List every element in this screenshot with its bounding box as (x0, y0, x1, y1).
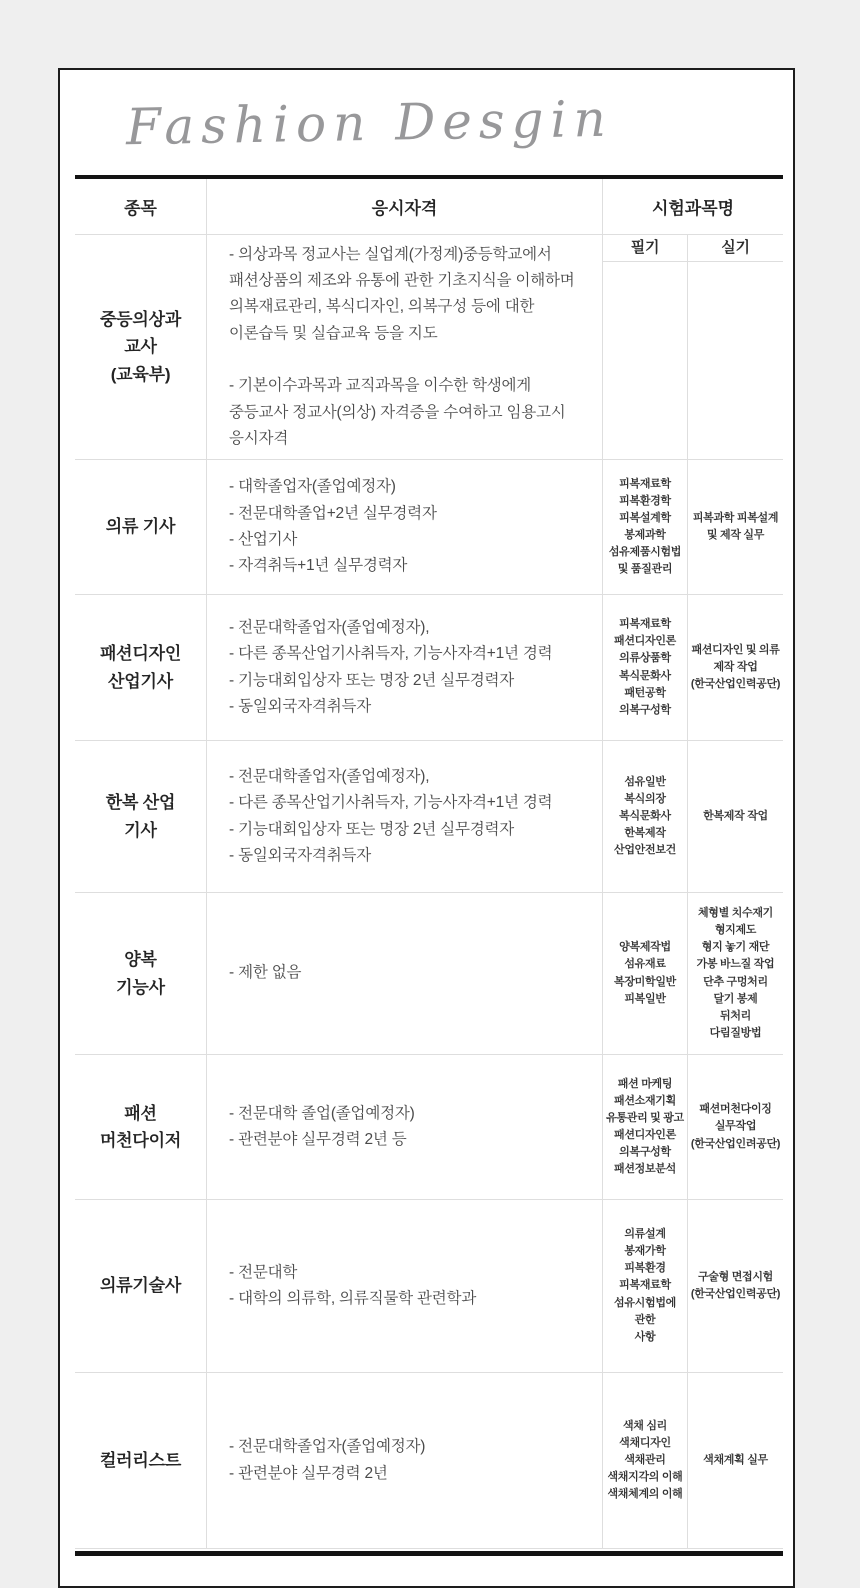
qualification-cell: - 대학졸업자(졸업예정자) - 전문대학졸업+2년 실무경력자 - 산업기사 - 자격취득+1년 실무경력자 (207, 460, 603, 595)
qualification-table (75, 175, 783, 1556)
practical-subjects-cell: 한복제작 작업 (688, 741, 783, 893)
written-subjects-text (603, 262, 687, 459)
qualification-cell: - 제한 없음 (207, 893, 603, 1055)
written-subjects-cell: 양복제작법 섬유재료 복장미학일반 피복일반 (603, 893, 688, 1055)
category-cell: 양복 기능사 (75, 893, 207, 1055)
practical-subjects-cell: 패션디자인 및 의류 제작 작업 (한국산업인력공단) (688, 595, 783, 741)
practical-subjects-cell: 체형별 치수재기 형지제도 형지 놓기 재단 가봉 바느질 작업 단추 구멍처리 달기 봉제 뒤처리 다림질방법 (688, 893, 783, 1055)
qualification-cell: - 의상과목 정교사는 실업계(가정계)중등학교에서 패션상품의 제조와 유통에 관한 기초지식을 이해하며 의복재료관리, 복식디자인, 의복구성 등에 대한 이론습득 및 실습교육 등을 지도 - 기본이수과목과 교직과목을 이수한 학생에게 중등교사 정교사(의상) 자격증을 수여하고 임용고시 응시자격 (207, 235, 603, 460)
practical-subheader: 실기 (688, 235, 783, 262)
category-cell: 중등의상과 교사 (교육부) (75, 235, 207, 460)
qualification-cell: - 전문대학 졸업(졸업예정자) - 관련분야 실무경력 2년 등 (207, 1055, 603, 1200)
written-subjects-cell: 색채 심리 색채디자인 색채관리 색채지각의 이해 색채체계의 이해 (603, 1373, 688, 1549)
practical-subjects-cell: 색채계획 실무 (688, 1373, 783, 1549)
practical-subjects-cell: 피복과학 피복설계 및 제작 실무 (688, 460, 783, 595)
written-subheader: 필기 (603, 235, 687, 262)
qualification-cell: - 전문대학졸업자(졸업예정자), - 다른 종목산업기사취득자, 기능사자격+1년 경력 - 기능대회입상자 또는 명장 2년 실무경력자 - 동일외국자격취득자 (207, 595, 603, 741)
column-header-category: 종목 (75, 179, 207, 235)
written-subjects-cell (603, 235, 688, 460)
page-title: Fashion Desgin (125, 89, 614, 156)
written-subjects-cell: 패션 마케팅 패션소재기획 유통관리 및 광고 패션디자인론 의복구성학 패션정보분석 (603, 1055, 688, 1200)
practical-subjects-cell: 구술형 면접시험 (한국산업인력공단) (688, 1200, 783, 1373)
practical-subjects-cell: 패션머천다이징 실무작업 (한국산업인려공단) (688, 1055, 783, 1200)
written-subjects-cell: 피복재료학 피복환경학 피복설계학 봉제과학 섬유제품시험법 및 품질관리 (603, 460, 688, 595)
written-subjects-cell: 의류설계 봉재가학 피복환경 피복재료학 섬유시험법에 관한 사항 (603, 1200, 688, 1373)
category-cell: 의류기술사 (75, 1200, 207, 1373)
qualification-cell: - 전문대학 - 대학의 의류학, 의류직물학 관련학과 (207, 1200, 603, 1373)
written-subjects-cell: 섬유일반 복식의장 복식문화사 한복제작 산업안전보건 (603, 741, 688, 893)
column-header-subjects: 시험과목명 (603, 179, 783, 235)
category-cell: 컬러리스트 (75, 1373, 207, 1549)
qualification-cell: - 전문대학졸업자(졸업예정자), - 다른 종목산업기사취득자, 기능사자격+1년 경력 - 기능대회입상자 또는 명장 2년 실무경력자 - 동일외국자격취득자 (207, 741, 603, 893)
written-subjects-cell: 피복재료학 패션디자인론 의류상품학 복식문화사 패턴공학 의복구성학 (603, 595, 688, 741)
category-cell: 패션디자인 산업기사 (75, 595, 207, 741)
category-cell: 패션 머천다이저 (75, 1055, 207, 1200)
practical-subjects-text (688, 262, 783, 459)
category-cell: 의류 기사 (75, 460, 207, 595)
category-cell: 한복 산업 기사 (75, 741, 207, 893)
title-area (60, 70, 793, 175)
qualification-cell: - 전문대학졸업자(졸업예정자) - 관련분야 실무경력 2년 (207, 1373, 603, 1549)
practical-subjects-cell (688, 235, 783, 460)
info-card (58, 68, 795, 1588)
column-header-qualification: 응시자격 (207, 179, 603, 235)
